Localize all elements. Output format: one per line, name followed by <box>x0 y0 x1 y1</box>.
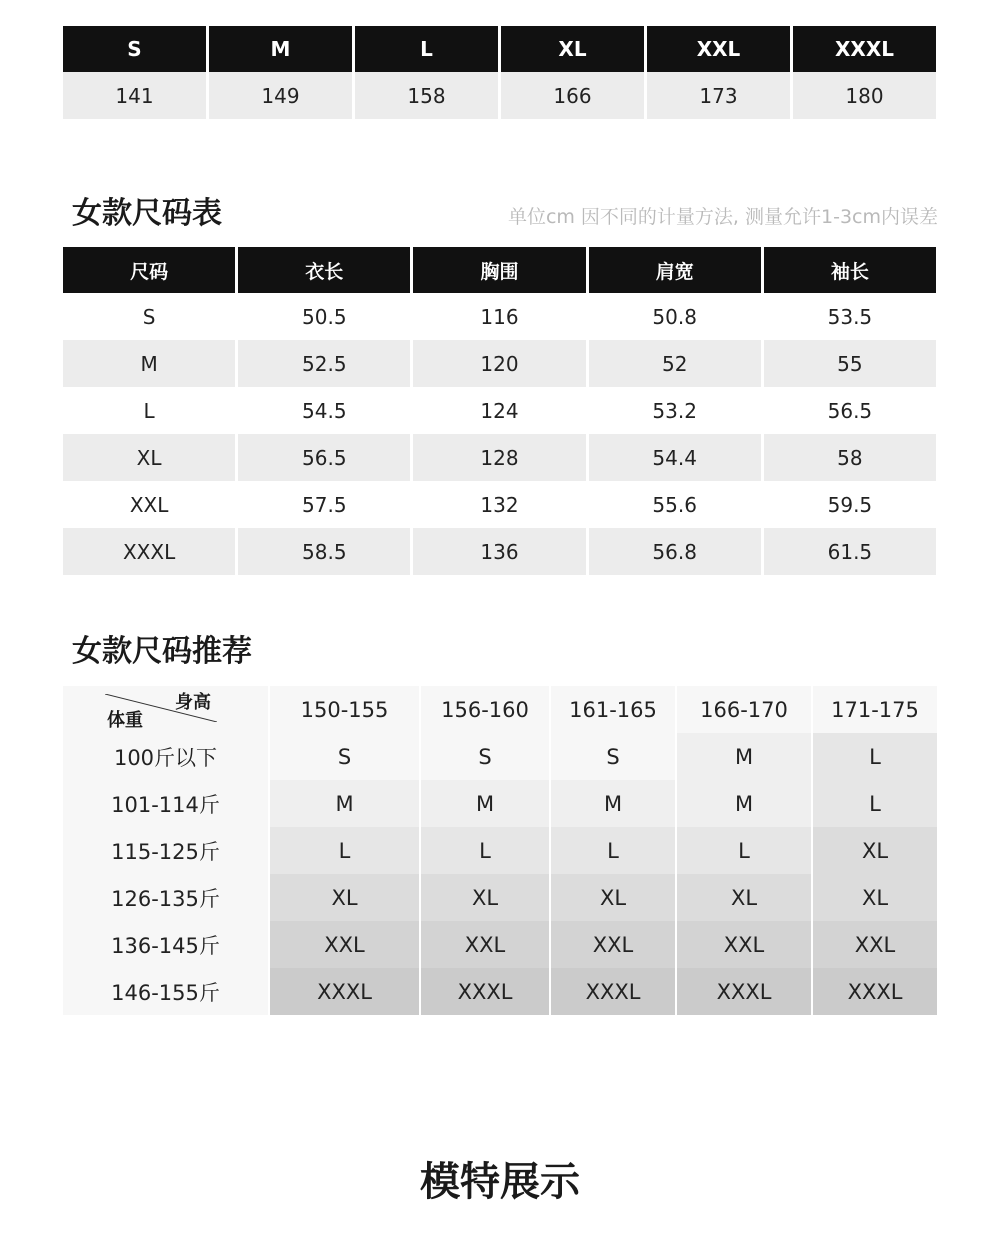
table-cell: XXXL <box>63 528 235 575</box>
recommended-size-cell: M <box>677 780 811 827</box>
table-cell: S <box>63 293 235 340</box>
recommended-size-cell: XL <box>270 874 419 921</box>
recommended-size-cell: S <box>270 733 419 780</box>
recommended-size-cell: XXL <box>551 921 675 968</box>
height-range-header: 156-160 <box>421 686 549 733</box>
women-table-header-cell: 衣长 <box>238 247 410 293</box>
weight-range-label: 136-145斤 <box>63 921 268 968</box>
top-table-value-cell: 141 <box>63 72 206 119</box>
recommended-size-cell: XL <box>551 874 675 921</box>
recommendation-body <box>63 733 936 1015</box>
top-table-value-cell: 158 <box>355 72 498 119</box>
recommended-size-cell: M <box>677 733 811 780</box>
corner-weight-label: 体重 <box>107 710 143 731</box>
table-cell: XL <box>63 434 235 481</box>
table-row <box>63 874 936 921</box>
table-cell: 54.5 <box>238 387 410 434</box>
table-cell: 56.5 <box>238 434 410 481</box>
table-cell: 57.5 <box>238 481 410 528</box>
recommendation-table <box>63 686 936 1015</box>
recommended-size-cell: XXXL <box>551 968 675 1015</box>
height-range-header: 161-165 <box>551 686 675 733</box>
table-row <box>63 340 936 387</box>
women-table-body <box>63 293 936 575</box>
recommended-size-cell: XXL <box>270 921 419 968</box>
women-chart-note: 单位cm 因不同的计量方法, 测量允许1-3cm内误差 <box>507 206 938 228</box>
recommendation-title: 女款尺码推荐 <box>72 634 252 669</box>
table-cell: 50.8 <box>589 293 761 340</box>
table-cell: 52 <box>589 340 761 387</box>
top-table-header-cell: M <box>209 26 352 72</box>
weight-range-label: 146-155斤 <box>63 968 268 1015</box>
table-cell: 124 <box>413 387 585 434</box>
table-row <box>63 387 936 434</box>
table-row <box>63 968 936 1015</box>
top-table-header-cell: XL <box>501 26 644 72</box>
table-row <box>63 921 936 968</box>
table-cell: 61.5 <box>764 528 936 575</box>
weight-range-label: 100斤以下 <box>63 733 268 780</box>
table-cell: 50.5 <box>238 293 410 340</box>
recommended-size-cell: L <box>677 827 811 874</box>
recommended-size-cell: XXL <box>677 921 811 968</box>
table-cell: 58 <box>764 434 936 481</box>
table-cell: 53.5 <box>764 293 936 340</box>
top-size-table <box>63 26 936 119</box>
recommended-size-cell: S <box>421 733 549 780</box>
weight-range-label: 126-135斤 <box>63 874 268 921</box>
recommended-size-cell: XXXL <box>421 968 549 1015</box>
recommended-size-cell: XL <box>813 827 937 874</box>
table-row <box>63 434 936 481</box>
table-cell: 56.5 <box>764 387 936 434</box>
table-cell: 116 <box>413 293 585 340</box>
recommended-size-cell: XXXL <box>813 968 937 1015</box>
table-cell: 53.2 <box>589 387 761 434</box>
table-cell: 128 <box>413 434 585 481</box>
table-cell: 54.4 <box>589 434 761 481</box>
top-table-value-cell: 149 <box>209 72 352 119</box>
height-range-header: 171-175 <box>813 686 937 733</box>
top-table-header-cell: XXXL <box>793 26 936 72</box>
top-table-header-cell: S <box>63 26 206 72</box>
recommended-size-cell: M <box>421 780 549 827</box>
recommended-size-cell: M <box>270 780 419 827</box>
recommended-size-cell: L <box>813 780 937 827</box>
table-cell: L <box>63 387 235 434</box>
recommended-size-cell: XXXL <box>677 968 811 1015</box>
recommended-size-cell: XXL <box>813 921 937 968</box>
women-table-header-cell: 袖长 <box>764 247 936 293</box>
top-table-header-cell: XXL <box>647 26 790 72</box>
corner-height-label: 身高 <box>175 692 211 713</box>
table-row <box>63 481 936 528</box>
recommendation-corner-cell <box>63 686 268 733</box>
women-size-table <box>63 247 936 575</box>
top-table-header-cell: L <box>355 26 498 72</box>
table-cell: 58.5 <box>238 528 410 575</box>
height-range-header: 150-155 <box>270 686 419 733</box>
weight-range-label: 101-114斤 <box>63 780 268 827</box>
recommended-size-cell: XXL <box>421 921 549 968</box>
recommended-size-cell: XL <box>677 874 811 921</box>
table-row <box>63 528 936 575</box>
top-table-header-row <box>63 26 936 72</box>
women-table-header-cell: 尺码 <box>63 247 235 293</box>
recommended-size-cell: L <box>270 827 419 874</box>
height-range-header: 166-170 <box>677 686 811 733</box>
table-cell: 56.8 <box>589 528 761 575</box>
recommended-size-cell: XL <box>421 874 549 921</box>
model-section-title: 模特展示 <box>420 1159 580 1205</box>
recommended-size-cell: M <box>551 780 675 827</box>
table-row <box>63 733 936 780</box>
table-cell: 55.6 <box>589 481 761 528</box>
weight-range-label: 115-125斤 <box>63 827 268 874</box>
top-table-value-cell: 180 <box>793 72 936 119</box>
recommended-size-cell: XXXL <box>270 968 419 1015</box>
table-cell: 132 <box>413 481 585 528</box>
table-cell: 52.5 <box>238 340 410 387</box>
women-table-header-cell: 肩宽 <box>589 247 761 293</box>
recommendation-header-row <box>63 686 936 733</box>
top-table-value-cell: 166 <box>501 72 644 119</box>
table-cell: XXL <box>63 481 235 528</box>
table-row <box>63 780 936 827</box>
table-cell: 120 <box>413 340 585 387</box>
recommended-size-cell: XL <box>813 874 937 921</box>
table-cell: 55 <box>764 340 936 387</box>
table-cell: 136 <box>413 528 585 575</box>
table-row <box>63 293 936 340</box>
recommended-size-cell: L <box>813 733 937 780</box>
women-table-header-cell: 胸围 <box>413 247 585 293</box>
women-chart-title: 女款尺码表 <box>72 196 222 231</box>
recommended-size-cell: L <box>421 827 549 874</box>
recommended-size-cell: S <box>551 733 675 780</box>
table-cell: M <box>63 340 235 387</box>
women-table-header-row <box>63 247 936 293</box>
top-table-value-row <box>63 72 936 119</box>
top-table-value-cell: 173 <box>647 72 790 119</box>
table-cell: 59.5 <box>764 481 936 528</box>
recommended-size-cell: L <box>551 827 675 874</box>
table-row <box>63 827 936 874</box>
